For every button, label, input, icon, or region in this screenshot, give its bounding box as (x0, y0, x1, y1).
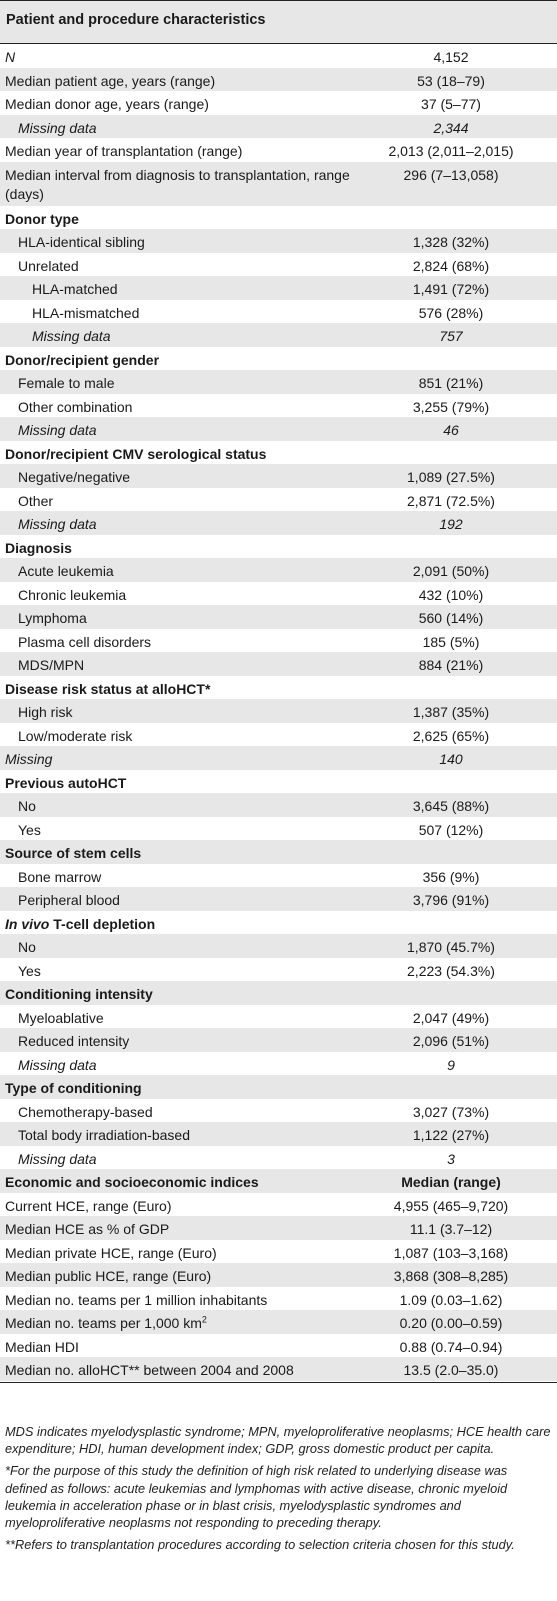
table-header (0, 1, 557, 43)
row-label: Missing data (32, 328, 111, 344)
row-value: 1,328 (32%) (412, 234, 490, 250)
footnote-allohct: **Refers to transplantation procedures according to selection criteria chosen for this study. (5, 1537, 515, 1553)
row-label: Other (18, 492, 54, 509)
table-row (0, 488, 557, 512)
row-value: 3,255 (79%) (412, 398, 490, 415)
row-label: HLA-matched (32, 281, 118, 297)
table-row (0, 162, 557, 206)
bottom-rule (0, 1382, 557, 1383)
row-value: 11.1 (3.7–12) (409, 1221, 493, 1237)
row-label: Plasma cell disorders (18, 633, 152, 650)
row-value: 53 (18–79) (417, 72, 485, 89)
table-row (0, 300, 557, 324)
row-value: 2,824 (68%) (412, 257, 490, 274)
row-label: Yes (18, 821, 41, 838)
row-label: Current HCE, range (Euro) (5, 1197, 172, 1214)
row-label: Source of stem cells (5, 845, 142, 861)
row-label: Yes (18, 962, 41, 979)
row-value: 4,152 (433, 49, 469, 65)
row-value: 757 (439, 328, 463, 344)
table-row (0, 1099, 557, 1123)
row-value: 3,868 (308–8,285) (393, 1268, 509, 1284)
row-label: Chemotherapy-based (18, 1103, 153, 1120)
table-section-row (0, 770, 557, 794)
table-row (0, 68, 557, 92)
row-label: Missing data (18, 119, 97, 136)
row-value: 884 (21%) (418, 657, 484, 673)
table-row (0, 138, 557, 162)
table-section-row (0, 840, 557, 864)
row-value: 1,491 (72%) (412, 281, 490, 297)
row-value: 9 (447, 1056, 455, 1073)
row-label: Total body irradiation-based (18, 1127, 190, 1143)
table-section-row (0, 676, 557, 700)
table-title: Patient and procedure characteristics (6, 12, 266, 28)
row-label: Missing data (18, 1056, 97, 1073)
table-row (0, 793, 557, 817)
table-row (0, 229, 557, 253)
row-value: 2,625 (65%) (412, 727, 490, 744)
row-value: 1.09 (0.03–1.62) (399, 1291, 503, 1308)
superscript: 2 (201, 1314, 207, 1325)
row-label: HLA-mismatched (32, 304, 140, 321)
table-row (0, 115, 557, 139)
table-row (0, 1287, 557, 1311)
table-row (0, 1005, 557, 1029)
table-row (0, 1122, 557, 1146)
row-value: 0.20 (0.00–0.59) (399, 1315, 503, 1331)
row-value: 356 (9%) (422, 868, 480, 885)
table-row (0, 370, 557, 394)
row-value: 2,871 (72.5%) (407, 492, 495, 509)
row-value: 296 (7–13,058) (403, 166, 499, 183)
table-row (0, 629, 557, 653)
row-value: 37 (5–77) (421, 96, 481, 112)
row-value: 2,013 (2,011–2,015) (388, 143, 514, 159)
table-row (0, 253, 557, 277)
table-row (0, 817, 557, 841)
row-value: 1,387 (35%) (412, 704, 490, 720)
table-row (0, 276, 557, 300)
table-row (0, 864, 557, 888)
row-label: Chronic leukemia (18, 586, 127, 603)
row-value: 576 (28%) (418, 304, 484, 321)
table-row (0, 1310, 557, 1334)
row-label: Median interval from diagnosis to transplantation, range (days) (5, 166, 350, 202)
row-value: 3 (447, 1150, 455, 1167)
table-row (0, 1216, 557, 1240)
row-label: Median no. alloHCT** between 2004 and 2008 (5, 1362, 294, 1378)
row-label: Missing (5, 751, 53, 767)
table-row (0, 1193, 557, 1217)
row-value: 192 (439, 516, 463, 532)
row-label: HLA-identical sibling (18, 234, 145, 250)
row-label: Lymphoma (18, 610, 87, 626)
row-label: Reduced intensity (18, 1033, 130, 1049)
row-label: Previous autoHCT (5, 774, 127, 791)
footnote-abbreviations: MDS indicates myelodysplastic syndrome; MPN, myeloproliferative neoplasms; HCE health care expenditure; HDI, human development index; GDP, gross domestic product per capita. (5, 1424, 551, 1457)
row-value: 2,047 (49%) (412, 1009, 490, 1026)
table-row (0, 1334, 557, 1358)
footnote-high-risk: *For the purpose of this study the definition of high risk related to underlying disease was defined as follows: acute leukemias and lymphomas with active disease, chronic myeloid leukemia in acceleration phase or in blast crisis, myelodysplastic syndromes and myeloproliferative neoplasms not responding to preceding therapy. (5, 1463, 508, 1531)
row-label: Conditioning intensity (5, 986, 153, 1002)
table-row (0, 699, 557, 723)
row-label: High risk (18, 704, 73, 720)
row-value: 2,091 (50%) (412, 563, 490, 579)
row-value: 3,796 (91%) (412, 892, 490, 908)
table-row (0, 746, 557, 770)
table-row (0, 91, 557, 115)
row-label: Median patient age, years (range) (5, 72, 216, 89)
row-label: N (5, 49, 16, 65)
row-value: 1,089 (27.5%) (407, 469, 495, 485)
table-section-row (0, 441, 557, 465)
table-section-row (0, 981, 557, 1005)
row-label: Donor/recipient gender (5, 351, 160, 368)
table-row (0, 723, 557, 747)
table-row (0, 511, 557, 535)
row-label: Diagnosis (5, 539, 72, 556)
table-row (0, 605, 557, 629)
table-row (0, 652, 557, 676)
row-label: MDS/MPN (18, 657, 85, 673)
table-section-row (0, 911, 557, 935)
row-value: 3,027 (73%) (412, 1103, 490, 1120)
row-label: Missing data (18, 1150, 97, 1167)
table-row (0, 1263, 557, 1287)
table-section-row (0, 347, 557, 371)
row-value: Median (range) (401, 1174, 501, 1190)
row-value: 1,087 (103–3,168) (393, 1244, 509, 1261)
table-row (0, 1028, 557, 1052)
row-value: 140 (439, 751, 463, 767)
characteristics-table (0, 44, 557, 1381)
row-label: Donor/recipient CMV serological status (5, 445, 267, 462)
row-value: 507 (12%) (418, 821, 484, 838)
row-label: Missing data (18, 422, 97, 438)
table-footnotes (5, 1423, 551, 1558)
row-value: 2,344 (433, 119, 469, 136)
row-label: Female to male (18, 375, 115, 391)
row-label: No (18, 798, 36, 814)
table-section-row (0, 1075, 557, 1099)
table-row (0, 394, 557, 418)
row-label: Median private HCE, range (Euro) (5, 1244, 217, 1261)
row-value: 13.5 (2.0–35.0) (403, 1362, 499, 1378)
row-label: Type of conditioning (5, 1080, 142, 1096)
row-value: 2,223 (54.3%) (407, 962, 495, 979)
row-value: 0.88 (0.74–0.94) (399, 1338, 503, 1355)
table-row (0, 1357, 557, 1381)
table-row (0, 934, 557, 958)
row-label: Median public HCE, range (Euro) (5, 1268, 212, 1284)
table-row (0, 323, 557, 347)
table-row (0, 958, 557, 982)
row-value: 185 (5%) (422, 633, 480, 650)
table-row (0, 558, 557, 582)
table-row (0, 1052, 557, 1076)
row-label: Disease risk status at alloHCT* (5, 680, 211, 697)
row-label: Missing data (18, 516, 97, 532)
row-label: Myeloablative (18, 1009, 104, 1026)
table-row (0, 1240, 557, 1264)
table-row (0, 582, 557, 606)
row-value: 46 (443, 422, 459, 438)
row-label: Donor type (5, 210, 79, 227)
row-value: 560 (14%) (418, 610, 484, 626)
table-row (0, 887, 557, 911)
table-section-row (0, 535, 557, 559)
table-row (0, 464, 557, 488)
table-row (0, 1146, 557, 1170)
row-value: 1,122 (27%) (412, 1127, 490, 1143)
row-label: Other combination (18, 398, 133, 415)
table-section-row (0, 1169, 557, 1193)
row-value: 3,645 (88%) (412, 798, 490, 814)
row-label: Median donor age, years (range) (5, 96, 209, 112)
row-label: Acute leukemia (18, 563, 114, 579)
row-value: 432 (10%) (418, 586, 484, 603)
row-label: Median year of transplantation (range) (5, 143, 243, 159)
row-value: 4,955 (465–9,720) (393, 1197, 509, 1214)
row-label: Low/moderate risk (18, 727, 133, 744)
row-label: Peripheral blood (18, 892, 120, 908)
row-label: Median HCE as % of GDP (5, 1221, 170, 1237)
row-label: Median no. teams per 1,000 $km^2$ (5, 1314, 207, 1331)
row-label: Median HDI (5, 1338, 79, 1355)
row-value: 851 (21%) (418, 375, 484, 391)
row-label: No (18, 939, 36, 955)
row-label: In vivo T-cell depletion (5, 915, 156, 932)
row-label: Unrelated (18, 257, 79, 274)
row-label: Median no. teams per 1 million inhabitants (5, 1291, 268, 1308)
table-row (0, 417, 557, 441)
row-label: Bone marrow (18, 868, 102, 885)
row-value: 1,870 (45.7%) (407, 939, 495, 955)
table-row (0, 44, 557, 68)
row-value: 2,096 (51%) (412, 1033, 490, 1049)
row-label: Negative/negative (18, 469, 131, 485)
table-section-row (0, 206, 557, 230)
row-label: Economic and socioeconomic indices (5, 1174, 259, 1190)
